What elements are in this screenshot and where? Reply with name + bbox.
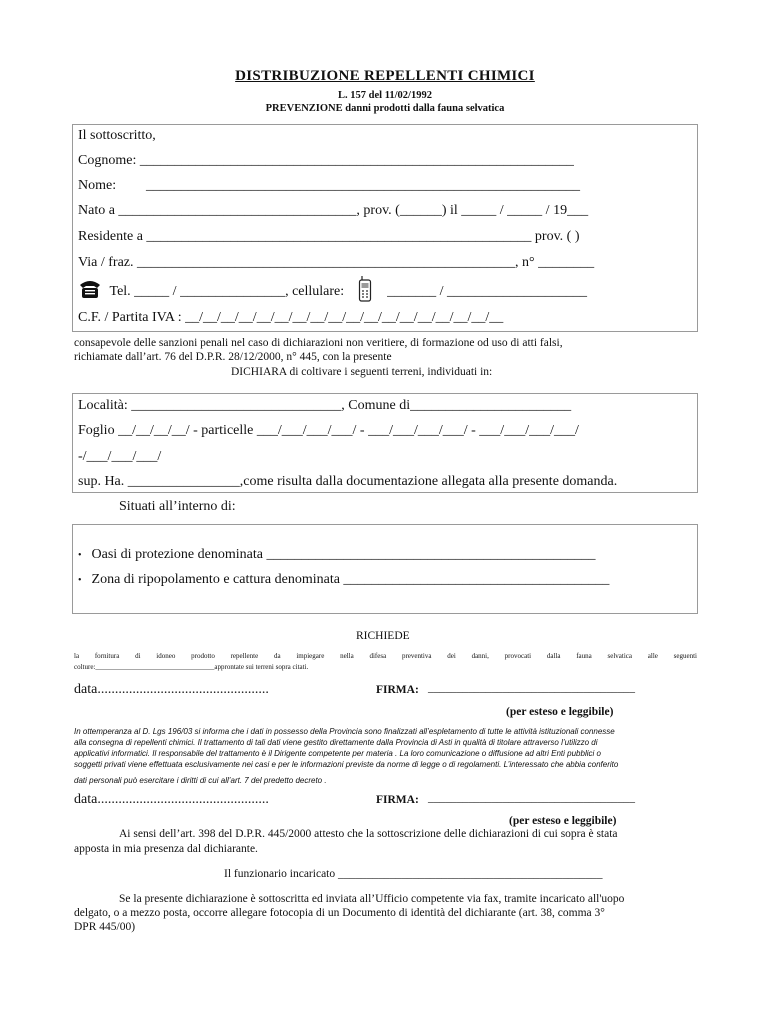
nato-field[interactable]: Nato a __________________________________, prov. (______) il _____ / _____ / 19___ — [78, 203, 589, 218]
protected-area-box — [72, 524, 698, 614]
privacy-line-3: applicativi informatici. Il responsabile del trattamento è il Dirigente competente per materia . La loro comunicazione o diffusione ad altri Enti pubblici o — [74, 749, 601, 758]
zona-field[interactable]: Zona di ripopolamento e cattura denominata ______________________________________ — [91, 572, 610, 587]
firma-label-2: FIRMA: — [376, 794, 419, 806]
bullet-icon: • — [78, 550, 82, 561]
oasi-field[interactable]: Oasi di protezione denominata _______________________________________________ — [91, 547, 596, 562]
bullet-zona — [78, 572, 609, 588]
telephone-icon — [78, 278, 102, 305]
bullet-icon: • — [78, 575, 82, 586]
firma-field-1[interactable]: ____________________________________ — [428, 682, 635, 694]
intro-text: Il sottoscritto, — [78, 128, 156, 143]
firma-label-1: FIRMA: — [376, 684, 419, 696]
nome-field[interactable]: ______________________________________________________________ — [146, 178, 580, 193]
funzionario-field[interactable]: Il funzionario incaricato ______________________________________________ — [224, 868, 603, 880]
law-reference: L. 157 del 11/02/1992 — [338, 90, 432, 101]
footer-line-1: Se la presente dichiarazione è sottoscritta ed inviata all’Ufficio competente via fax, tramite incaricato all'uopo — [119, 893, 625, 905]
tel-field[interactable]: Tel. _____ / _______________, cellulare: — [109, 283, 345, 299]
localita-field[interactable]: Località: ______________________________, Comune di_______________________ — [78, 398, 572, 413]
privacy-line-4: soggetti privati viene effettuata esclusivamente nei casi e per le informazioni previste da norme di legge o di regolamenti. L’interessato che abbia conferito — [74, 760, 619, 769]
privacy-line-2: alla consegna di repellenti chimici. Il trattamento di tali dati viene gestito direttamente dalla Provincia di Asti in qualità di titolare attraverso l’utilizzo di — [74, 738, 598, 747]
footer-line-3: DPR 445/00) — [74, 921, 136, 933]
firma-note-1: (per esteso e leggibile) — [506, 706, 614, 718]
attest-line-1: Ai sensi dell’art. 398 del D.P.R. 445/2000 attesto che la sottoscrizione delle dichiarazioni di cui sopra è stata — [119, 828, 618, 840]
cellulare-field[interactable]: _______ / ____________________ — [387, 283, 588, 299]
firma-note-2: (per esteso e leggibile) — [509, 815, 617, 827]
privacy-line-5: dati personali può esercitare i diritti di cui all’art. 7 del predetto decreto . — [74, 776, 327, 785]
nome-label: Nome: — [78, 178, 117, 193]
cognome-field[interactable]: Cognome: ______________________________________________________________ — [78, 153, 574, 168]
request-line-2[interactable]: colture:__________________________________approntate sui terreni sopra citati. — [74, 663, 309, 671]
bullet-oasi — [78, 547, 595, 563]
cf-piva-field[interactable]: C.F. / Partita IVA : __/__/__/__/__/__/__/__/__/__/__/__/__/__/__/__/__/__ — [78, 310, 504, 325]
date-field-1[interactable]: data................................................. — [74, 682, 269, 697]
telephone-row — [78, 276, 587, 307]
particelle-continuation[interactable]: -/___/___/___/ — [78, 449, 162, 464]
privacy-line-1: In ottemperanza al D. Lgs 196/03 si informa che i dati in possesso della Provincia sono finalizzati all’espletamento di tutte le attività istituzionali connesse — [74, 727, 615, 736]
request-line-1: la fornitura di idoneo prodotto repellente da impiegare nella difesa preventiva dei danni, provocati dalla fauna selvatica alle seguenti — [74, 652, 697, 660]
declaration-line-3: DICHIARA di coltivare i seguenti terreni, individuati in: — [231, 366, 493, 378]
request-title: RICHIEDE — [356, 630, 410, 642]
mobile-phone-icon — [358, 276, 372, 307]
firma-field-2[interactable]: ____________________________________ — [428, 792, 635, 804]
via-field[interactable]: Via / fraz. ______________________________________________________, n° ________ — [78, 255, 595, 270]
residente-field[interactable]: Residente a _______________________________________________________ prov. ( ) — [78, 229, 580, 244]
document-subtitle: PREVENZIONE danni prodotti dalla fauna selvatica — [265, 103, 505, 114]
inside-label: Situati all’interno di: — [119, 499, 236, 514]
document-title: DISTRIBUZIONE REPELLENTI CHIMICI — [235, 68, 535, 84]
date-field-2[interactable]: data................................................. — [74, 792, 269, 807]
attest-line-2: apposta in mia presenza dal dichiarante. — [74, 843, 258, 855]
footer-line-2: delgato, o a mezzo posta, occorre allegare fotocopia di un Documento di identità del dichiarante (art. 38, comma 3° — [74, 907, 605, 919]
foglio-field[interactable]: Foglio __/__/__/__/ - particelle ___/___/___/___/ - ___/___/___/___/ - ___/___/___/___/ — [78, 423, 579, 438]
superficie-field[interactable]: sup. Ha. ________________,come risulta dalla documentazione allegata alla presente domanda. — [78, 474, 618, 489]
declaration-line-2: richiamate dall’art. 76 del D.P.R. 28/12/2000, n° 445, con la presente — [74, 351, 392, 363]
declaration-line-1: consapevole delle sanzioni penali nel caso di dichiarazioni non veritiere, di formazione od uso di atti falsi, — [74, 337, 563, 349]
